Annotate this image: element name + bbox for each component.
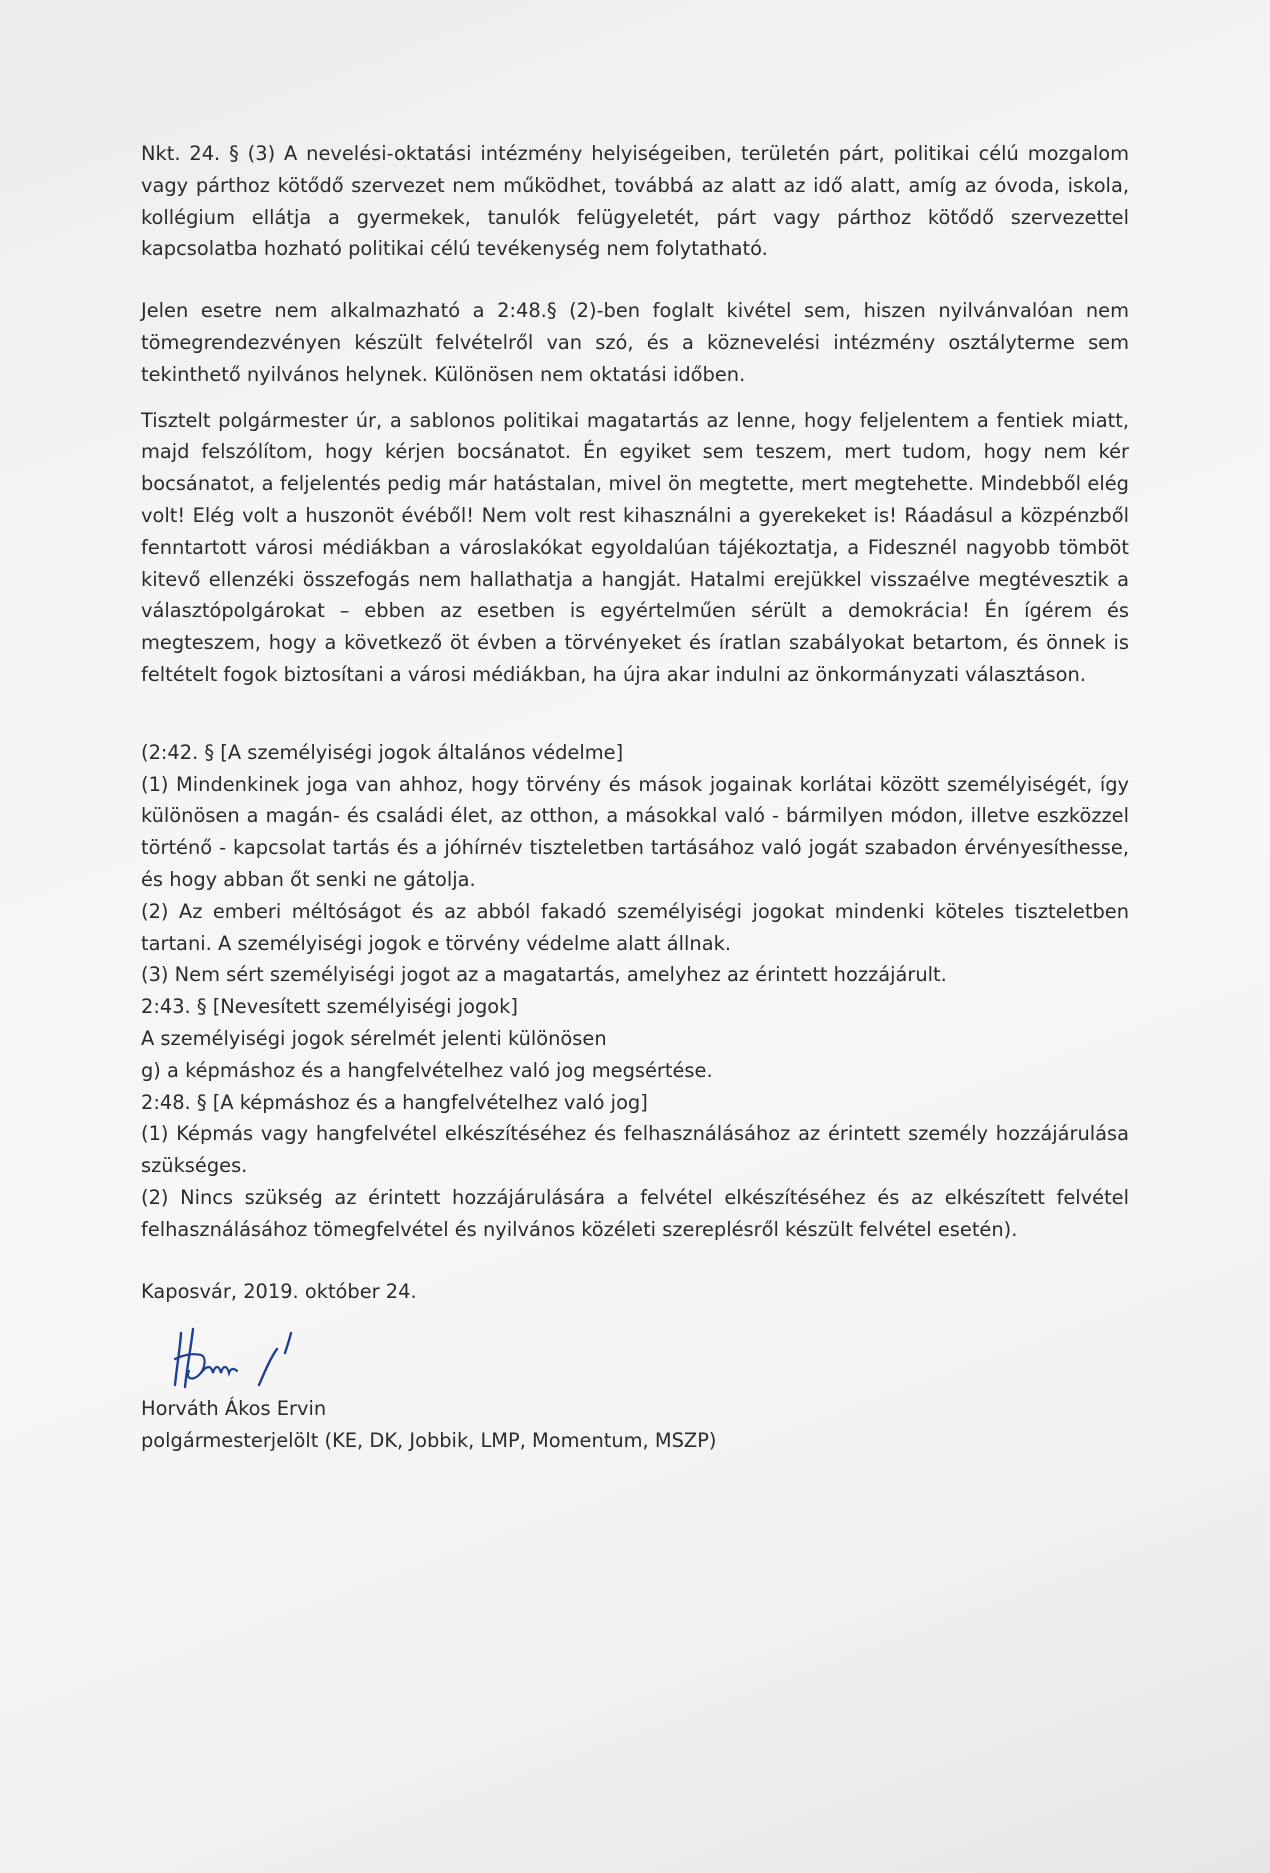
signer-title: polgármesterjelölt (KE, DK, Jobbik, LMP, Momentum, MSZP) <box>141 1429 717 1453</box>
legal-item-2-42-1: (1) Mindenkinek joga van ahhoz, hogy törvény és mások jogainak korlátai között személyiségét, így különösen a magán- és családi élet, az otthon, a másokkal való - bármilyen módon, illetve eszközzel történő - kapcsolat tartás és a jóhírnév tiszteletben tartásához való jogát szabadon érvényesíthesse, és hogy abban őt senki ne gátolja. <box>141 772 1129 891</box>
legal-item-2-43-g: g) a képmáshoz és a hangfelvételhez való jog megsértése. <box>141 1058 713 1082</box>
legal-item-2-42-2: (2) Az emberi méltóságot és az abból fakadó személyiségi jogokat mindenki köteles tiszteletben tartani. A személyiségi jogok e törvény védelme alatt állnak. <box>141 899 1129 955</box>
legal-heading-2-43: 2:43. § [Nevesített személyiségi jogok] <box>141 995 518 1019</box>
letter-body <box>141 138 1129 1457</box>
legal-item-2-43-intro: A személyiségi jogok sérelmét jelenti különösen <box>141 1026 607 1050</box>
paragraph-address-mayor: Tisztelt polgármester úr, a sablonos politikai magatartás az lenne, hogy feljelentem a fentiek miatt, majd felszólítom, hogy kérjen bocsánatot. Én egyiket sem teszem, mert tudom, hogy nem kér bocsánatot, a feljelentés pedig már hatástalan, mivel ön megtette, mert megtehette. Mindebből elég volt! Elég volt a huszonöt évéből! Nem volt rest kihasználni a gyerekeket is! Ráadásul a közpénzből fenntartott városi médiákban a városlakókat egyoldalúan tájékoztatja, a Fidesznél nagyobb tömböt kitevő ellenzéki összefogás nem hallathatja a hangját. Hatalmi erejükkel visszaélve megtévesztik a választópolgárokat – ebben az esetben is egyértelműen sérült a demokrácia! Én ígérem és megteszem, hogy a következő öt évben a törvényeket és íratlan szabályokat betartom, és önnek is feltételt fogok biztosítani a városi médiákban, ha újra akar indulni az önkormányzati választáson. <box>141 408 1129 686</box>
paragraph-nkt-quote: Nkt. 24. § (3) A nevelési-oktatási intézmény helyiségeiben, területén párt, politikai célú mozgalom vagy párthoz kötődő szervezet nem működhet, továbbá az alatt az idő alatt, amíg az óvoda, iskola, kollégium ellátja a gyermekek, tanulók felügyeletét, párt vagy párthoz kötődő szervezettel kapcsolatba hozható politikai célú tevékenység nem folytatható. <box>141 142 1129 261</box>
legal-heading-2-48: 2:48. § [A képmáshoz és a hangfelvételhez való jog] <box>141 1090 648 1114</box>
handwritten-signature <box>141 1319 1129 1393</box>
paragraph-exception: Jelen esetre nem alkalmazható a 2:48.§ (2)-ben foglalt kivétel sem, hiszen nyilvánvalóan nem tömegrendezvényen készült felvételről van szó, és a köznevelési intézmény osztályterme sem tekinthető nyilvános helynek. Különösen nem oktatási időben. <box>141 299 1129 386</box>
legal-citations <box>141 737 1129 1246</box>
date-line: Kaposvár, 2019. október 24. <box>141 1279 417 1303</box>
legal-item-2-48-1: (1) Képmás vagy hangfelvétel elkészítéséhez és felhasználásához az érintett személy hozzájárulása szükséges. <box>141 1122 1129 1178</box>
legal-item-2-48-2: (2) Nincs szükség az érintett hozzájárulására a felvétel elkészítéséhez és az elkészített felvétel felhasználásához tömegfelvétel és nyilvános közéleti szereplésről készült felvétel esetén). <box>141 1185 1129 1241</box>
legal-item-2-42-3: (3) Nem sért személyiségi jogot az a magatartás, amelyhez az érintett hozzájárult. <box>141 963 947 987</box>
legal-heading-2-42: (2:42. § [A személyiségi jogok általános védelme] <box>141 740 624 764</box>
signer-name: Horváth Ákos Ervin <box>141 1397 327 1421</box>
signature-scribble <box>171 1325 301 1391</box>
